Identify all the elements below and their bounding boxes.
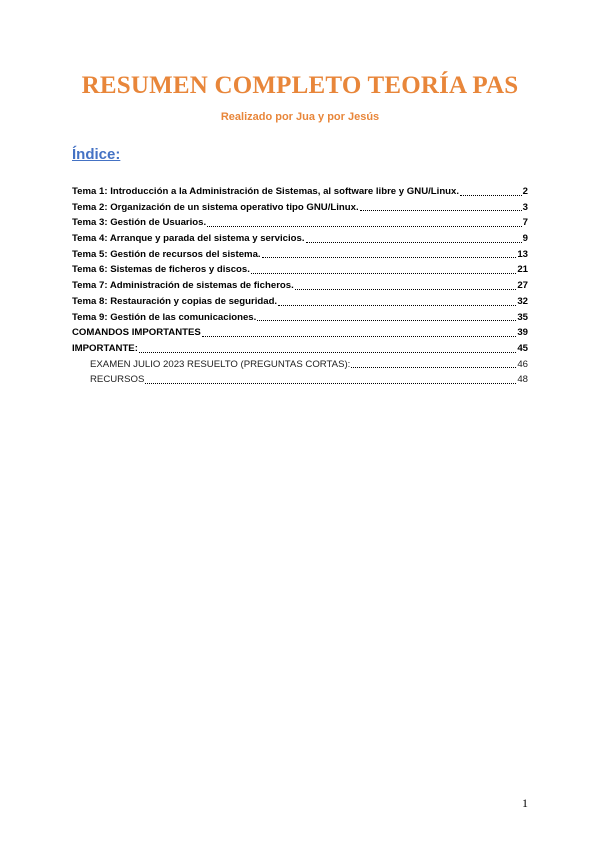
table-of-contents <box>72 184 528 388</box>
toc-leader <box>306 242 522 243</box>
toc-entry-label: Tema 1: Introducción a la Administración de Sistemas, al software libre y GNU/Linux. <box>72 186 460 197</box>
toc-entry[interactable] <box>72 310 528 326</box>
toc-entry-label: Tema 5: Gestión de recursos del sistema. <box>72 248 261 260</box>
toc-entry[interactable] <box>72 200 528 216</box>
toc-leader <box>145 383 516 384</box>
toc-entry-page: 32 <box>517 295 528 307</box>
toc-subentry[interactable] <box>72 372 528 388</box>
toc-entry-label: EXAMEN JULIO 2023 RESUELTO (PREGUNTAS CORTAS): <box>90 358 351 370</box>
toc-entry[interactable] <box>72 341 528 357</box>
toc-entry-label: Tema 7: Administración de sistemas de ficheros. <box>72 280 294 292</box>
toc-entry[interactable] <box>72 262 528 278</box>
toc-entry[interactable] <box>72 184 528 200</box>
toc-entry-label: COMANDOS IMPORTANTES <box>72 327 201 339</box>
page-number: 1 <box>522 796 528 810</box>
toc-leader <box>257 320 516 321</box>
toc-entry-label: IMPORTANTE: <box>72 342 138 354</box>
toc-leader <box>139 352 516 353</box>
toc-entry-page: 7 <box>522 217 528 229</box>
toc-leader <box>351 367 516 368</box>
toc-entry-page: 27 <box>517 280 528 292</box>
toc-entry-label: Tema 8: Restauración y copias de seguridad. <box>72 295 278 307</box>
index-heading: Índice: <box>72 146 121 163</box>
toc-entry-page: 13 <box>517 248 528 260</box>
toc-leader <box>202 336 517 337</box>
toc-entry[interactable] <box>72 278 528 294</box>
toc-entry-page: 48 <box>517 374 528 386</box>
toc-leader <box>207 226 521 227</box>
toc-entry[interactable] <box>72 247 528 263</box>
toc-entry-page: 45 <box>517 342 528 354</box>
toc-entry-page: 2 <box>522 186 528 197</box>
toc-entry-page: 46 <box>517 358 528 370</box>
toc-leader <box>262 257 517 258</box>
toc-entry-label: Tema 6: Sistemas de ficheros y discos. <box>72 264 250 276</box>
document-subtitle: Realizado por Jua y por Jesús <box>220 111 380 123</box>
toc-entry-page: 3 <box>522 201 528 213</box>
toc-leader <box>278 305 516 306</box>
toc-leader <box>460 195 522 196</box>
toc-entry-label: Tema 9: Gestión de las comunicaciones. <box>72 311 257 323</box>
toc-entry-label: Tema 3: Gestión de Usuarios. <box>72 217 207 229</box>
toc-entry-page: 39 <box>517 327 528 339</box>
document-title: RESUMEN COMPLETO TEORÍA PAS <box>81 72 519 99</box>
toc-entry[interactable] <box>72 325 528 341</box>
toc-entry-label: Tema 2: Organización de un sistema operativo tipo GNU/Linux. <box>72 201 359 213</box>
toc-leader <box>295 289 517 290</box>
toc-entry-page: 35 <box>517 311 528 323</box>
toc-entry-page: 9 <box>522 233 528 245</box>
toc-entry[interactable] <box>72 215 528 231</box>
toc-entry[interactable] <box>72 294 528 310</box>
toc-leader <box>360 210 522 211</box>
toc-entry[interactable] <box>72 231 528 247</box>
toc-subentry[interactable] <box>72 357 528 373</box>
toc-leader <box>251 273 516 274</box>
toc-entry-page: 21 <box>517 264 528 276</box>
toc-entry-label: Tema 4: Arranque y parada del sistema y servicios. <box>72 233 305 245</box>
toc-entry-label: RECURSOS <box>90 374 145 386</box>
